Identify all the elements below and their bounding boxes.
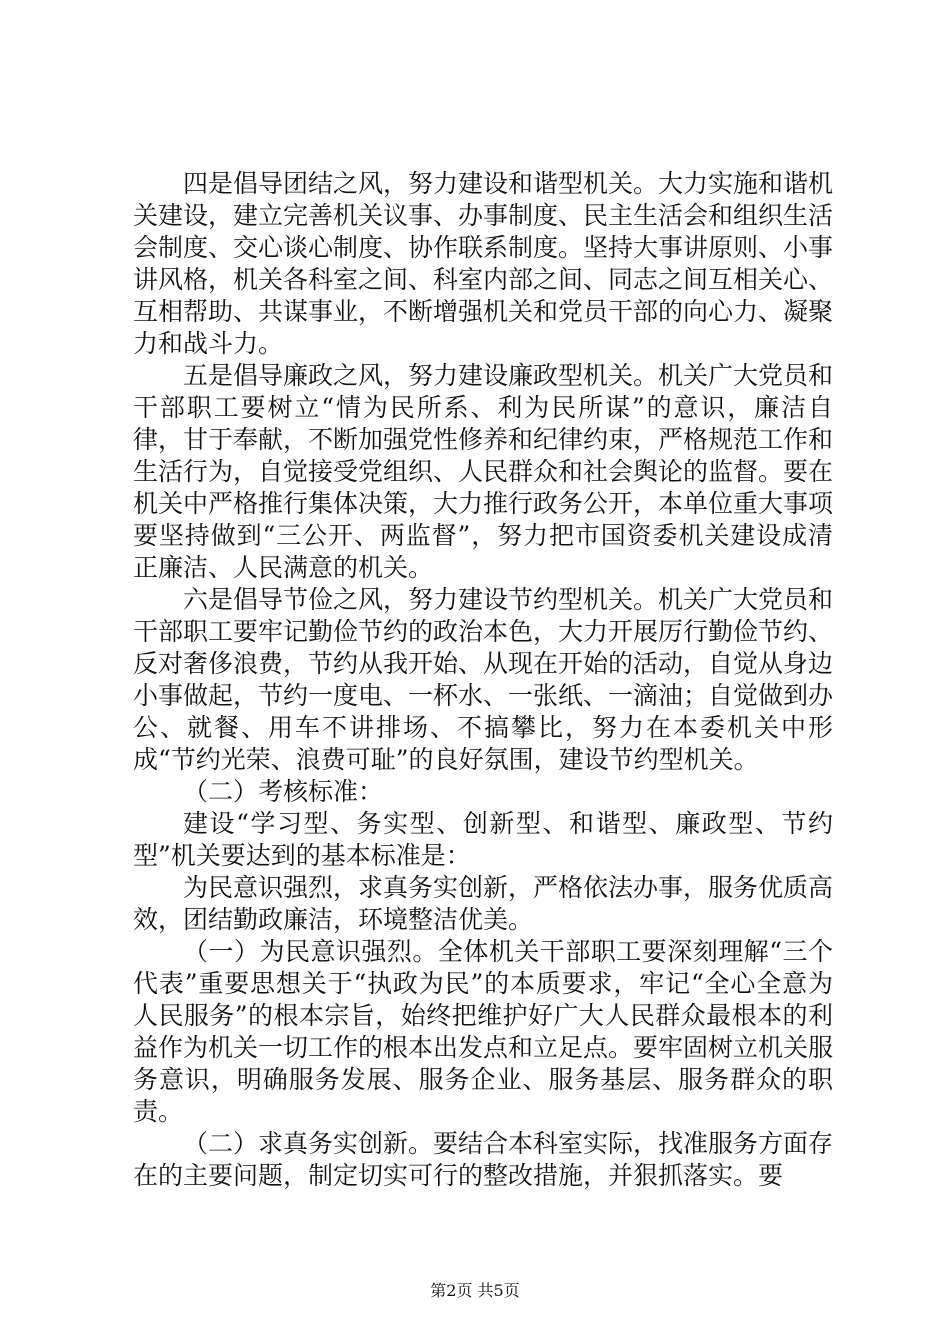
paragraph-unity: 四是倡导团结之风，努力建设和谐型机关。大力实施和谐机关建设，建立完善机关议事、办事制度、民主生活会和组织生活会制度、交心谈心制度、协作联系制度。坚持大事讲原则、小事讲风格，机关各科室之间、科室内部之间、同志之间互相关心、互相帮助、共谋事业，不断增强机关和党员干部的向心力、凝聚力和战斗力。 [133,169,834,358]
page-footer: 第2页 共5页 [430,1281,520,1300]
paragraph-pragmatic-innovation: （二）求真务实创新。要结合本科室实际，找准服务方面存在的主要问题，制定切实可行的整改措施，并狠抓落实。要 [133,1129,834,1190]
paragraph-standard-intro: 建设“学习型、务实型、创新型、和谐型、廉政型、节约型”机关要达到的基本标准是： [133,809,833,870]
paragraph-frugality: 六是倡导节俭之风，努力建设节约型机关。机关广大党员和干部职工要牢记勤俭节约的政治本色，大力开展厉行勤俭节约、反对奢侈浪费，节约从我开始、从现在开始的活动，自觉从身边小事做起，节约一度电、一杯水、一张纸、一滴油；自觉做到办公、就餐、用车不讲排场、不搞攀比，努力在本委机关中形成“节约光荣、浪费可耻”的良好氛围，建设节约型机关。 [133,585,834,774]
section-heading-assessment: （二）考核标准： [183,777,384,806]
document-body [133,168,833,1192]
paragraph-integrity: 五是倡导廉政之风，努力建设廉政型机关。机关广大党员和干部职工要树立“情为民所系、利为民所谋”的意识，廉洁自律，甘于奉献，不断加强党性修养和纪律约束，严格规范工作和生活行为，自觉接受党组织、人民群众和社会舆论的监督。要在机关中严格推行集体决策，大力推行政务公开，本单位重大事项要坚持做到“三公开、两监督”，努力把市国资委机关建设成清正廉洁、人民满意的机关。 [133,361,834,582]
paragraph-standard-summary: 为民意识强烈，求真务实创新，严格依法办事，服务优质高效，团结勤政廉洁，环境整洁优美。 [133,873,834,934]
paragraph-people-awareness: （一）为民意识强烈。全体机关干部职工要深刻理解“三个代表”重要思想关于“执政为民”的本质要求，牢记“全心全意为人民服务”的根本宗旨，始终把维护好广大人民群众最根本的利益作为机关一切工作的根本出发点和立足点。要牢固树立机关服务意识，明确服务发展、服务企业、服务基层、服务群众的职责。 [133,937,834,1126]
